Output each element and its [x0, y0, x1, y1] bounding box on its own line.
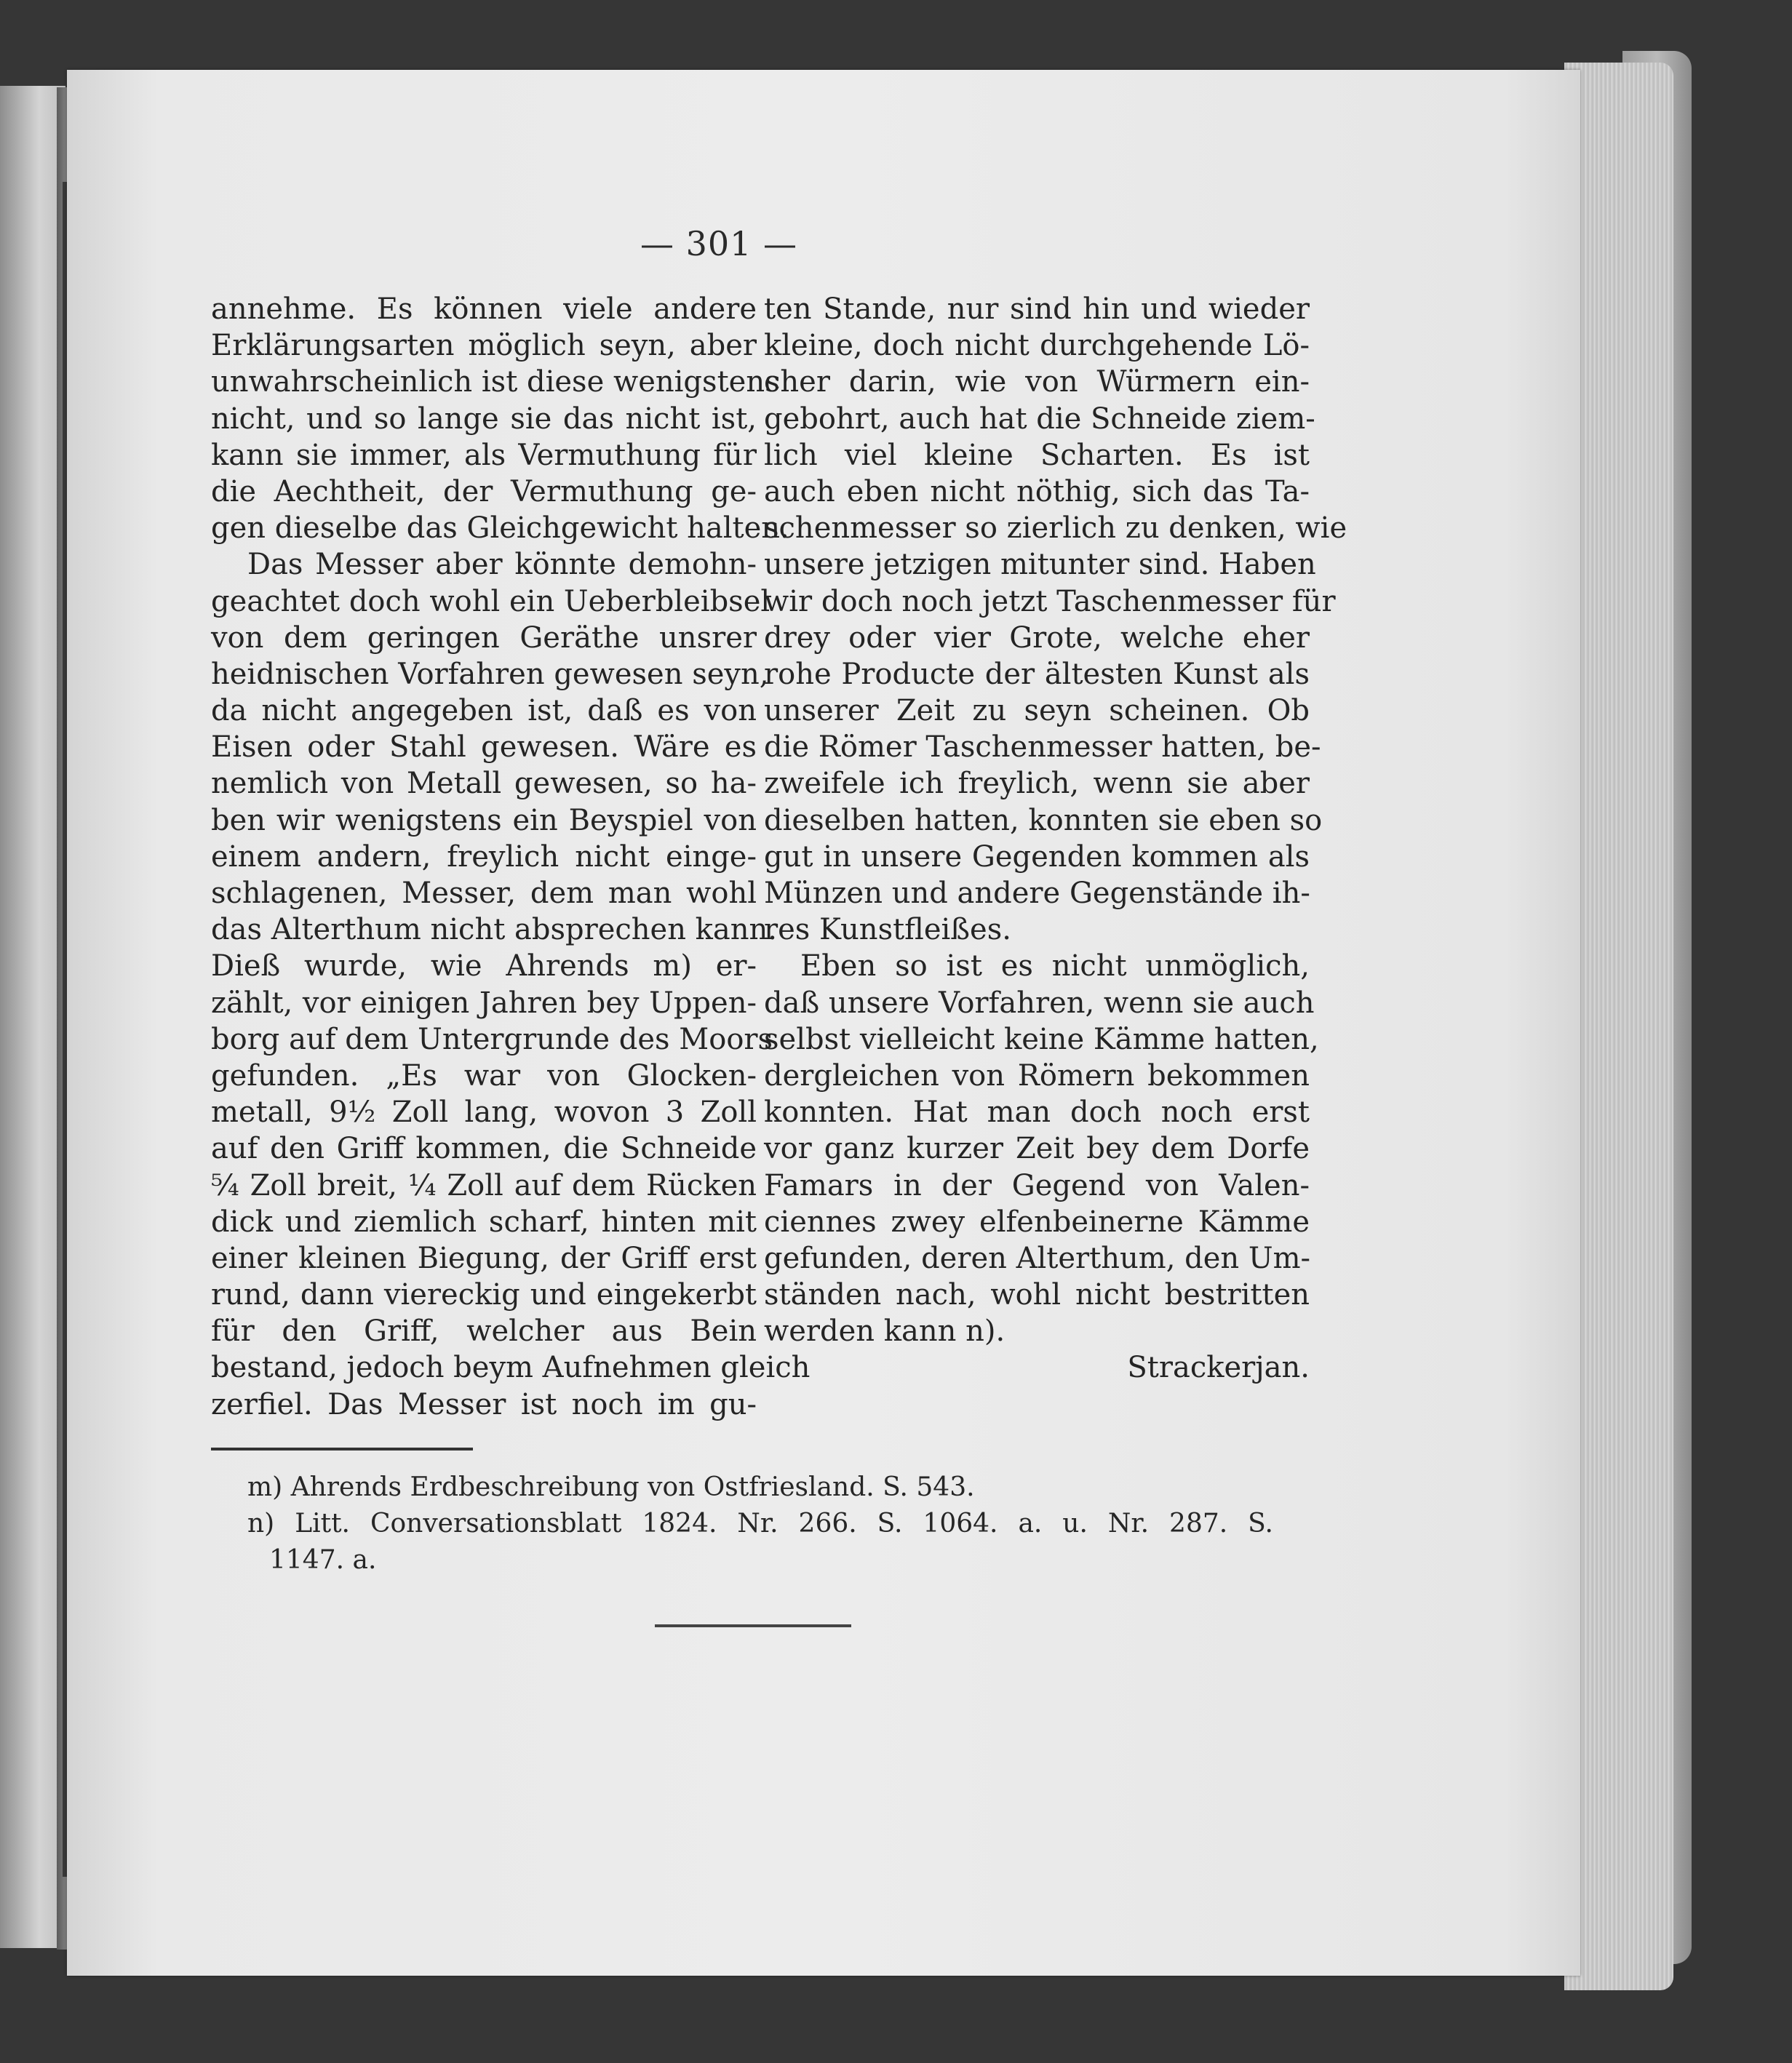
text-line: borg auf dem Untergrunde des Moors — [211, 1022, 773, 1056]
text-line: zählt, vor einigen Jahren bey Uppen- — [211, 986, 757, 1020]
footnotes — [247, 1469, 1273, 1579]
text-line: Eben so ist es nicht unmöglich, — [800, 949, 1310, 983]
text-line: geachtet doch wohl ein Ueberbleibsel — [211, 584, 770, 618]
text-line: gefunden. „Es war von Glocken- — [211, 1058, 757, 1093]
text-line: da nicht angegeben ist, daß es von — [211, 694, 757, 728]
text-line: das Alterthum nicht absprechen kann. — [211, 913, 778, 947]
text-line: vor ganz kurzer Zeit bey dem Dorfe — [764, 1132, 1310, 1166]
text-line: ⁵⁄₄ Zoll breit, ¼ Zoll auf dem Rücken — [211, 1168, 757, 1202]
text-line: bestand, jedoch beym Aufnehmen gleich — [211, 1351, 811, 1385]
text-line: kleine, doch nicht durchgehende Lö- — [764, 329, 1310, 363]
text-line: nicht, und so lange sie das nicht ist, — [211, 402, 757, 436]
text-line: unserer Zeit zu seyn scheinen. Ob — [764, 694, 1310, 728]
end-rule — [655, 1624, 851, 1627]
text-line: für den Griff, welcher aus Bein — [211, 1314, 757, 1349]
text-line: unwahrscheinlich ist diese wenigstens — [211, 365, 780, 399]
text-line: einem andern, freylich nicht einge- — [211, 839, 757, 874]
text-line: dick und ziemlich scharf, hinten mit — [211, 1205, 757, 1239]
footnote-m: m) Ahrends Erdbeschreibung von Ostfriesland. S. 543. — [247, 1472, 975, 1502]
text-line: heidnischen Vorfahren gewesen seyn, — [211, 657, 769, 691]
text-line: rund, dann viereckig und eingekerbt — [211, 1278, 757, 1312]
text-line: daß unsere Vorfahren, wenn sie auch — [764, 986, 1315, 1020]
text-line: Eisen oder Stahl gewesen. Wäre es — [211, 730, 757, 765]
text-line: zerfiel. Das Messer ist noch im gu- — [211, 1387, 757, 1421]
left-page-edge — [0, 86, 65, 1948]
text-line: Erklärungsarten möglich seyn, aber — [211, 329, 757, 363]
text-line: cher darin, wie von Würmern ein- — [764, 365, 1310, 399]
text-line: Münzen und andere Gegenstände ih- — [764, 877, 1310, 910]
text-line: gut in unsere Gegenden kommen als — [764, 839, 1310, 874]
text-line: die Aechtheit, der Vermuthung ge- — [211, 474, 757, 508]
text-line: kann sie immer, als Vermuthung für — [211, 438, 757, 472]
text-line: wir doch noch jetzt Taschenmesser für — [764, 584, 1336, 618]
text-line: Famars in der Gegend von Valen- — [764, 1168, 1310, 1202]
text-line: rohe Producte der ältesten Kunst als — [764, 657, 1310, 691]
right-column — [764, 291, 1347, 1386]
text-line: unsere jetzigen mitunter sind. Haben — [764, 548, 1316, 582]
text-line: schlagenen, Messer, dem man wohl — [211, 877, 757, 910]
text-line: von dem geringen Geräthe unsrer — [211, 621, 757, 655]
footnote-rule — [211, 1448, 473, 1451]
text-line: nemlich von Metall gewesen, so ha- — [211, 767, 757, 801]
page-header: — 301 — — [640, 224, 798, 263]
footnote-n-continued: 1147. a. — [269, 1545, 377, 1575]
text-line: dieselben hatten, konnten sie eben so — [764, 803, 1323, 837]
text-line: gebohrt, auch hat die Schneide ziem- — [764, 402, 1315, 436]
text-line: drey oder vier Grote, welche eher — [764, 621, 1310, 655]
text-line: auf den Griff kommen, die Schneide — [211, 1132, 757, 1166]
text-line: ständen nach, wohl nicht bestritten — [764, 1278, 1310, 1312]
text-line: metall, 9½ Zoll lang, wovon 3 Zoll — [211, 1096, 757, 1130]
text-line: ten Stande, nur sind hin und wieder — [764, 292, 1310, 326]
text-line: res Kunstfleißes. — [764, 913, 1011, 947]
text-line: werden kann n). — [764, 1314, 1005, 1349]
text-line: annehme. Es können viele andere — [211, 292, 757, 326]
text-line: konnten. Hat man doch noch erst — [764, 1096, 1310, 1130]
text-line: ben wir wenigstens ein Beyspiel von — [211, 803, 757, 837]
text-line: lich viel kleine Scharten. Es ist — [764, 438, 1310, 472]
text-line: dergleichen von Römern bekommen — [764, 1058, 1310, 1093]
text-line: die Römer Taschenmesser hatten, be- — [764, 730, 1321, 765]
text-line: gefunden, deren Alterthum, den Um- — [764, 1241, 1311, 1275]
text-line: zweifele ich freylich, wenn sie aber — [764, 767, 1310, 801]
text-line: schenmesser so zierlich zu denken, wie — [764, 511, 1347, 546]
footnote-n: n) Litt. Conversationsblatt 1824. Nr. 266. S. 1064. a. u. Nr. 287. S. — [247, 1509, 1273, 1539]
text-line: Dieß wurde, wie Ahrends m) er- — [211, 949, 757, 983]
text-line: Das Messer aber könnte demohn- — [247, 548, 757, 582]
text-line: einer kleinen Biegung, der Griff erst — [211, 1241, 757, 1275]
page-stack-edge — [1564, 63, 1673, 1990]
left-column — [211, 291, 811, 1423]
author-signature: Strackerjan. — [1127, 1351, 1310, 1385]
text-line: auch eben nicht nöthig, sich das Ta- — [764, 474, 1310, 508]
text-line: selbst vielleicht keine Kämme hatten, — [764, 1022, 1319, 1056]
text-line: ciennes zwey elfenbeinerne Kämme — [764, 1205, 1310, 1239]
text-line: gen dieselbe das Gleichgewicht halten. — [211, 511, 789, 546]
